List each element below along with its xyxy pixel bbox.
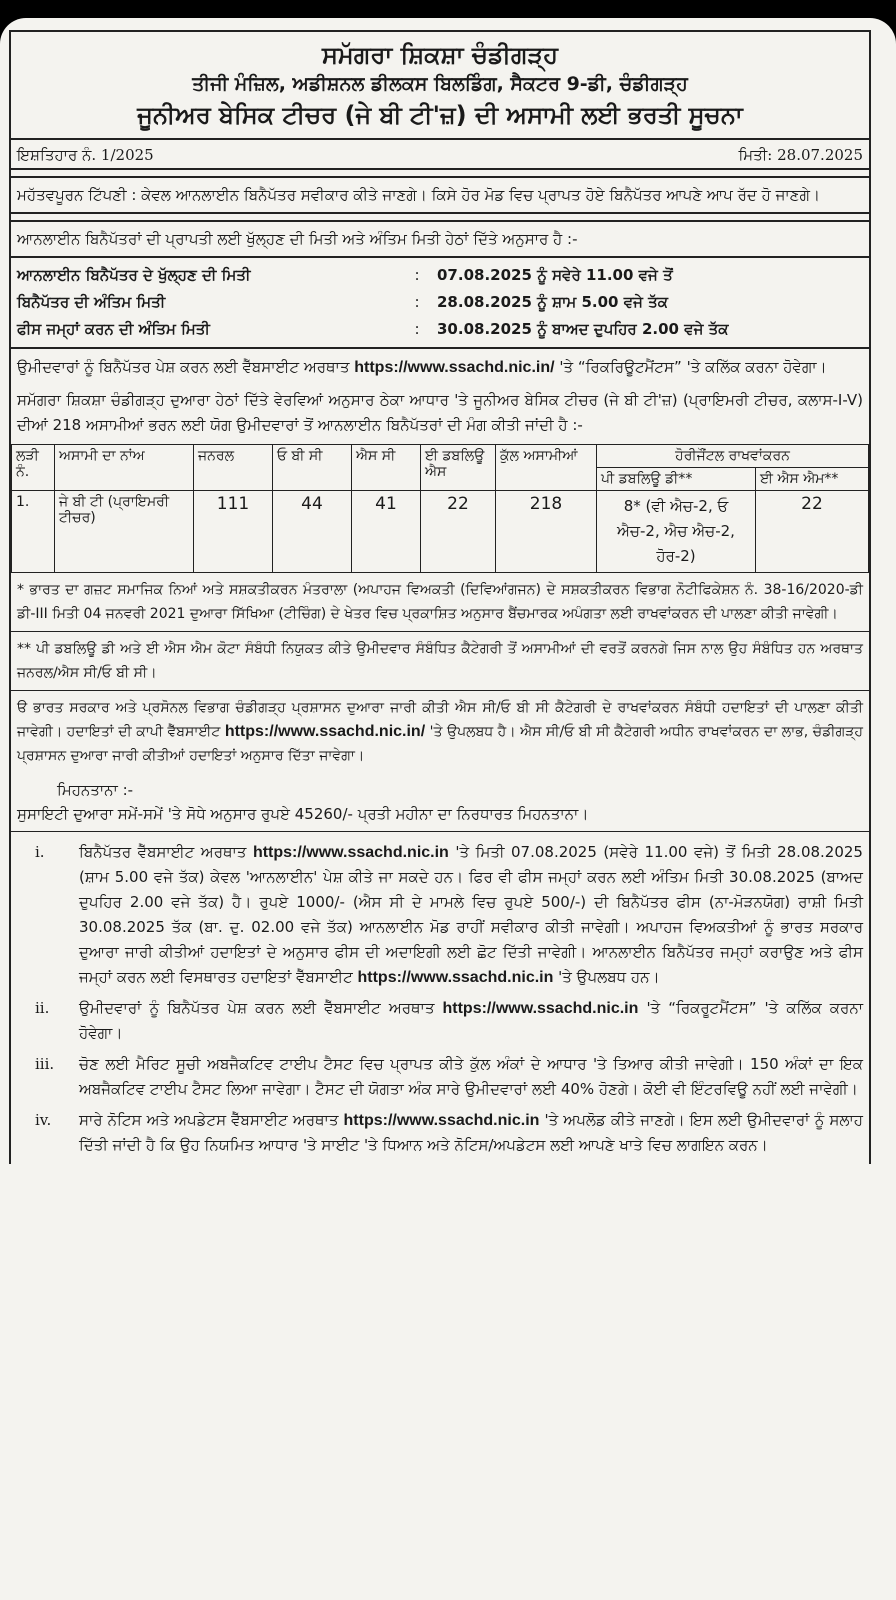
cell-obc: 44 (273, 491, 352, 573)
date-value: 07.08.2025 ਨੂੰ ਸਵੇਰੇ 11.00 ਵਜੇ ਤੋਂ (437, 266, 673, 284)
col-ews: ਈ ਡਬਲਿਊ ਐਸ (421, 445, 496, 491)
date-value: 28.08.2025 ਨੂੰ ਸ਼ਾਮ 5.00 ਵਜੇ ਤੱਕ (437, 293, 668, 311)
cell-post: ਜੇ ਬੀ ਟੀ (ਪ੍ਰਾਇਮਰੀ ਟੀਚਰ) (55, 491, 194, 573)
item-text-part: 'ਤੇ ਉਪਲਬਧ ਹਨ। (558, 968, 660, 986)
table-header-row (12, 445, 869, 468)
list-item (17, 1052, 863, 1102)
item-text-part: ਉਮੀਦਵਾਰਾਂ ਨੂੰ ਬਿਨੈਪੱਤਰ ਪੇਸ਼ ਕਰਨ ਲਈ ਵੈੱਬਸਾਈਟ ਅਰਥਾਤ (79, 999, 435, 1017)
list-item (17, 840, 863, 990)
cell-pwd: 8* (ਵੀ ਐਚ-2, ਓ ਐਚ-2, ਐਚ ਐਚ-2, ਹੋਰ-2) (597, 491, 756, 573)
website-link[interactable]: https://www.ssachd.nic.in/ (224, 723, 426, 740)
recruitment-notice (9, 30, 871, 1164)
col-general: ਜਨਰਲ (194, 445, 273, 491)
document-page (0, 18, 896, 1600)
website-link[interactable]: https://www.ssachd.nic.in (357, 969, 554, 986)
col-obc: ਓ ਬੀ ਸੀ (273, 445, 352, 491)
item-text-part: 'ਤੇ ਮਿਤੀ 07.08.2025 (ਸਵੇਰੇ 11.00 ਵਜੇ) ਤੋਂ ਮਿਤੀ 28.08.2025 (ਸ਼ਾਮ 5.00 ਵਜੇ ਤੱਕ) ਕੇਵਲ 'ਆਨਲਾਈਨ' ਪੇਸ਼ ਕੀਤੇ ਜਾ ਸਕਦੇ ਹਨ। ਫਿਰ ਵੀ ਫੀਸ ਜਮ੍ਹਾਂ ਕਰਨ ਲਈ ਅੰਤਿਮ ਮਿਤੀ 30.08.2025 (ਬਾਅਦ ਦੁਪਹਿਰ 2.00 ਵਜੇ ਤੱਕ) ਹੈ। ਰੁਪਏ 1000/- (ਐਸ ਸੀ ਦੇ ਮਾਮਲੇ ਵਿਚ ਰੁਪਏ 500/-) ਦੀ ਬਿਨੈਪੱਤਰ ਫੀਸ (ਨਾ-ਮੋੜਨਯੋਗ) ਰਾਸ਼ੀ ਮਿਤੀ 30.08.2025 ਤੱਕ (ਬਾ. ਦੁ. 02.00 ਵਜੇ ਤੱਕ) ਆਨਲਾਈਨ ਮੋਡ ਰਾਹੀਂ ਸਵੀਕਾਰ ਕੀਤੀ ਜਾਵੇਗੀ। ਅਪਾਹਜ ਵਿਅਕਤੀਆਂ ਨੂੰ ਭਾਰਤ ਸਰਕਾਰ ਦੁਆਰਾ ਜਾਰੀ ਕੀਤੀਆਂ ਹਦਾਇਤਾਂ ਦੇ ਅਨੁਸਾਰ ਫੀਸ ਦੀ ਅਦਾਇਗੀ ਲਈ ਛੋਟ ਦਿੱਤੀ ਜਾਵੇਗੀ। ਆਨਲਾਈਨ ਬਿਨੈਪੱਤਰ ਜਮ੍ਹਾਂ ਕਰਾਉਣ ਅਤੇ ਫੀਸ ਜਮ੍ਹਾਂ ਕਰਨ ਲਈ ਵਿਸਥਾਰਤ ਹਦਾਇਤਾਂ ਵੈੱਬਸਾਈਟ (79, 843, 863, 986)
footnote-reservation (11, 691, 869, 773)
item-number: i. (35, 843, 45, 861)
footnote-pwd: * ਭਾਰਤ ਦਾ ਗਜ਼ਟ ਸਮਾਜਿਕ ਨਿਆਂ ਅਤੇ ਸਸ਼ਕਤੀਕਰਨ ਮੰਤਰਾਲਾ (ਅਪਾਹਜ ਵਿਅਕਤੀ (ਦਿਵਿਆਂਗਜਨ) ਦੇ ਸਸ਼ਕਤੀਕਰਨ ਵਿਭਾਗ ਨੋਟੀਫਿਕੇਸ਼ਨ ਨੰ. 38-16/2020-ਡੀ ਡੀ-III ਮਿਤੀ 04 ਜਨਵਰੀ 2021 ਦੁਆਰਾ ਸਿੱਖਿਆ (ਟੀਚਿੰਗ) ਦੇ ਖੇਤਰ ਵਿਚ ਪ੍ਰਕਾਸ਼ਿਤ ਅਨੁਸਾਰ ਬੈਂਚਮਾਰਕ ਅਪੰਗਤਾ ਲਈ ਰਾਖਵਾਂਕਰਨ ਦੀ ਪਾਲਣਾ ਕੀਤੀ ਜਾਵੇਗੀ। (11, 573, 869, 632)
item-number: iv. (35, 1111, 52, 1129)
col-total: ਕੁੱਲ ਅਸਾਮੀਆਂ (496, 445, 597, 491)
cell-general: 111 (194, 491, 273, 573)
item-number: iii. (35, 1055, 55, 1073)
org-name: ਸਮੱਗਰਾ ਸ਼ਿਕਸ਼ਾ ਚੰਡੀਗੜ੍ਹ (322, 41, 558, 69)
item-text-part: 'ਤੇ “ਰਿਕਰੂਟਮੈਂਟਸ” 'ਤੇ ਕਲਿੱਕ ਕਰਨਾ ਹੋਵੇਗਾ। (79, 999, 864, 1042)
website-link[interactable]: https://www.ssachd.nic.in (343, 1112, 540, 1129)
col-pwd: ਪੀ ਡਬਲਿਊ ਡੀ** (597, 468, 756, 491)
website-link[interactable]: https://www.ssachd.nic.in/ (354, 359, 555, 376)
cell-total: 218 (496, 491, 597, 573)
date-row-open (17, 262, 863, 289)
apply-text-after: 'ਤੇ “ਰਿਕਰਿਊਟਮੈਂਟਸ” 'ਤੇ ਕਲਿੱਕ ਕਰਨਾ ਹੋਵੇਗਾ। (559, 358, 827, 376)
date-label: ਆਨਲਾਈਨ ਬਿਨੈਪੱਤਰ ਦੇ ਖੁੱਲ੍ਹਣ ਦੀ ਮਿਤੀ (17, 266, 251, 284)
date-row-close (17, 289, 863, 316)
important-note: ਮਹੱਤਵਪੂਰਨ ਟਿੱਪਣੀ : ਕੇਵਲ ਆਨਲਾਈਨ ਬਿਨੈਪੱਤਰ ਸਵੀਕਾਰ ਕੀਤੇ ਜਾਣਗੇ। ਕਿਸੇ ਹੋਰ ਮੋਡ ਵਿਚ ਪ੍ਰਾਪਤ ਹੋਏ ਬਿਨੈਪੱਤਰ ਆਪਣੇ ਆਪ ਰੱਦ ਹੋ ਜਾਣਗੇ। (11, 176, 869, 214)
dates-intro: ਆਨਲਾਈਨ ਬਿਨੈਪੱਤਰਾਂ ਦੀ ਪ੍ਰਾਪਤੀ ਲਈ ਖੁੱਲ੍ਹਣ ਦੀ ਮਿਤੀ ਅਤੇ ਅੰਤਿਮ ਮਿਤੀ ਹੇਠਾਂ ਦਿੱਤੇ ਅਨੁਸਾਰ ਹੈ :- (11, 220, 869, 258)
col-sno: ਲੜੀ ਨੰ. (12, 445, 55, 491)
date-value: 30.08.2025 ਨੂੰ ਬਾਅਦ ਦੁਪਹਿਰ 2.00 ਵਜੇ ਤੱਕ (437, 320, 729, 338)
remuneration-heading: ਮਿਹਨਤਾਨਾ :- (57, 781, 134, 799)
footnote-quota: ** ਪੀ ਡਬਲਿਊ ਡੀ ਅਤੇ ਈ ਐਸ ਐਮ ਕੋਟਾ ਸੰਬੰਧੀ ਨਿਯੁਕਤ ਕੀਤੇ ਉਮੀਦਵਾਰ ਸੰਬੰਧਿਤ ਕੈਟੇਗਰੀ ਤੋਂ ਅਸਾਮੀਆਂ ਦੀ ਵਰਤੋਂ ਕਰਨਗੇ ਜਿਸ ਨਾਲ ਉਹ ਸੰਬੰਧਿਤ ਹਨ ਅਰਥਾਤ ਜਨਰਲ/ਐਸ ਸੀ/ਓ ਬੀ ਸੀ। (11, 632, 869, 691)
list-item (17, 996, 863, 1046)
item-number: ii. (35, 999, 50, 1017)
date-row-fee (17, 316, 863, 343)
remuneration-text: ਸੁਸਾਇਟੀ ਦੁਆਰਾ ਸਮੇਂ-ਸਮੇਂ 'ਤੇ ਸੋਧੇ ਅਨੁਸਾਰ ਰੁਪਏ 45260/- ਪ੍ਰਤੀ ਮਹੀਨਾ ਦਾ ਨਿਰਧਾਰਤ ਮਿਹਨਤਾਨਾ। (11, 803, 869, 832)
notice-title: ਜੂਨੀਅਰ ਬੇਸਿਕ ਟੀਚਰ (ਜੇ ਬੀ ਟੀ'ਜ਼) ਦੀ ਅਸਾਮੀ ਲਈ ਭਰਤੀ ਸੂਚਨਾ (137, 101, 743, 129)
date-label: ਫੀਸ ਜਮ੍ਹਾਂ ਕਰਨ ਦੀ ਅੰਤਿਮ ਮਿਤੀ (17, 320, 210, 338)
org-address: ਤੀਜੀ ਮੰਜ਼ਿਲ, ਅਡੀਸ਼ਨਲ ਡੀਲਕਸ ਬਿਲਡਿੰਗ, ਸੈਕਟਰ 9-ਡੀ, ਚੰਡੀਗੜ੍ਹ (192, 73, 688, 95)
item-text: ਚੋਣ ਲਈ ਮੈਰਿਟ ਸੂਚੀ ਅਬਜੈਕਟਿਵ ਟਾਈਪ ਟੈਸਟ ਵਿਚ ਪ੍ਰਾਪਤ ਕੀਤੇ ਕੁੱਲ ਅੰਕਾਂ ਦੇ ਆਧਾਰ 'ਤੇ ਤਿਆਰ ਕੀਤੀ ਜਾਵੇਗੀ। 150 ਅੰਕਾਂ ਦਾ ਇਕ ਅਬਜੈਕਟਿਵ ਟਾਈਪ ਟੈਸਟ ਲਿਆ ਜਾਵੇਗਾ। ਟੈਸਟ ਦੀ ਯੋਗਤਾ ਅੰਕ ਸਾਰੇ ਉਮੀਦਵਾਰਾਂ ਲਈ 40% ਹੋਣਗੇ। ਕੋਈ ਵੀ ਇੰਟਰਵਿਊ ਨਹੀਂ ਲਈ ਜਾਵੇਗੀ। (79, 1055, 863, 1098)
date-colon: : (414, 320, 420, 338)
table-row (12, 491, 869, 573)
item-text-part: ਬਿਨੈਪੱਤਰ ਵੈੱਬਸਾਈਟ ਅਰਥਾਤ (79, 843, 247, 861)
website-link[interactable]: https://www.ssachd.nic.in (252, 844, 449, 861)
item-text (79, 1108, 863, 1158)
item-text (79, 996, 863, 1046)
apply-instructions (11, 349, 869, 382)
col-horizontal: ਹੋਰੀਜੌਂਟਲ ਰਾਖਵਾਂਕਰਨ (597, 445, 869, 468)
invitation-text: ਸਮੱਗਰਾ ਸ਼ਿਕਸ਼ਾ ਚੰਡੀਗੜ੍ਹ ਦੁਆਰਾ ਹੇਠਾਂ ਦਿੱਤੇ ਵੇਰਵਿਆਂ ਅਨੁਸਾਰ ਠੇਕਾ ਆਧਾਰ 'ਤੇ ਜੂਨੀਅਰ ਬੇਸਿਕ ਟੀਚਰ (ਜੇ ਬੀ ਟੀ'ਜ਼) (ਪ੍ਰਾਇਮਰੀ ਟੀਚਰ, ਕਲਾਸ-I-V) ਦੀਆਂ 218 ਅਸਾਮੀਆਂ ਭਰਨ ਲਈ ਯੋਗ ਉਮੀਦਵਾਰਾਂ ਤੋਂ ਆਨਲਾਈਨ ਬਿਨੈਪੱਤਰਾਂ ਦੀ ਮੰਗ ਕੀਤੀ ਜਾਂਦੀ ਹੈ :- (17, 391, 863, 434)
instruction-list (11, 832, 869, 1158)
date-colon: : (414, 266, 420, 284)
website-link[interactable]: https://www.ssachd.nic.in (442, 1000, 639, 1017)
date-label: ਬਿਨੈਪੱਤਰ ਦੀ ਅੰਤਿਮ ਮਿਤੀ (17, 293, 166, 311)
cell-esm: 22 (756, 491, 869, 573)
col-post: ਅਸਾਮੀ ਦਾ ਨਾਂਅ (55, 445, 194, 491)
footnote-text-after: 'ਤੇ ਉਪਲਬਧ ਹੈ। ਐਸ ਸੀ/ਓ ਬੀ ਸੀ ਕੈਟੇਗਰੀ ਅਧੀਨ ਰਾਖਵਾਂਕਰਨ ਦਾ ਲਾਭ, ਚੰਡੀਗੜ੍ਹ ਪ੍ਰਸ਼ਾਸਨ ਦੁਆਰਾ ਜਾਰੀ ਕੀਤੀਆਂ ਹਦਾਇਤਾਂ ਅਨੁਸਾਰ ਦਿੱਤਾ ਜਾਵੇਗਾ। (17, 724, 863, 764)
notice-header (11, 32, 869, 140)
item-text-part: 'ਤੇ ਅਪਲੋਡ ਕੀਤੇ ਜਾਣਗੇ। ਇਸ ਲਈ ਉਮੀਦਵਾਰਾਂ ਨੂੰ ਸਲਾਹ ਦਿੱਤੀ ਜਾਂਦੀ ਹੈ ਕਿ ਉਹ ਨਿਯਮਿਤ ਆਧਾਰ 'ਤੇ ਸਾਈਟ 'ਤੇ ਧਿਆਨ ਅਤੇ ਨੋਟਿਸ/ਅਪਡੇਟਸ ਲਈ ਆਪਣੇ ਖਾਤੇ ਵਿਚ ਲਾਗਇਨ ਕਰਨ। (79, 1111, 863, 1154)
advert-row (11, 140, 869, 170)
date-colon: : (414, 293, 420, 311)
cell-sno: 1. (12, 491, 55, 573)
apply-text-before: ਉਮੀਦਵਾਰਾਂ ਨੂੰ ਬਿਨੈਪੱਤਰ ਪੇਸ਼ ਕਰਨ ਲਈ ਵੈੱਬਸਾਈਟ ਅਰਥਾਤ (17, 358, 350, 376)
cell-ews: 22 (421, 491, 496, 573)
vacancy-table (11, 444, 869, 573)
dates-list (11, 258, 869, 349)
advert-date: ਮਿਤੀ: 28.07.2025 (738, 146, 863, 164)
item-text (79, 840, 863, 990)
col-esm: ਈ ਐਸ ਐਮ** (756, 468, 869, 491)
col-sc: ਐਸ ਸੀ (352, 445, 421, 491)
cell-sc: 41 (352, 491, 421, 573)
advert-number: ਇਸ਼ਤਿਹਾਰ ਨੰ. 1/2025 (17, 146, 154, 164)
list-item (17, 1108, 863, 1158)
footnote-text-before: ੳ ਭਾਰਤ ਸਰਕਾਰ ਅਤੇ ਪ੍ਰਸੋਨਲ ਵਿਭਾਗ ਚੰਡੀਗੜ੍ਹ ਪ੍ਰਸ਼ਾਸਨ ਦੁਆਰਾ ਜਾਰੀ ਕੀਤੀ ਐਸ ਸੀ/ਓ ਬੀ ਸੀ ਕੈਟੇਗਰੀ ਦੇ ਰਾਖਵਾਂਕਰਨ ਸੰਬੰਧੀ ਹਦਾਇਤਾਂ ਦੀ ਪਾਲਣਾ ਕੀਤੀ ਜਾਵੇਗੀ। ਹਦਾਇਤਾਂ ਦੀ ਕਾਪੀ ਵੈੱਬਸਾਈਟ (17, 700, 863, 740)
item-text-part: ਸਾਰੇ ਨੋਟਿਸ ਅਤੇ ਅਪਡੇਟਸ ਵੈੱਬਸਾਈਟ ਅਰਥਾਤ (79, 1111, 339, 1129)
